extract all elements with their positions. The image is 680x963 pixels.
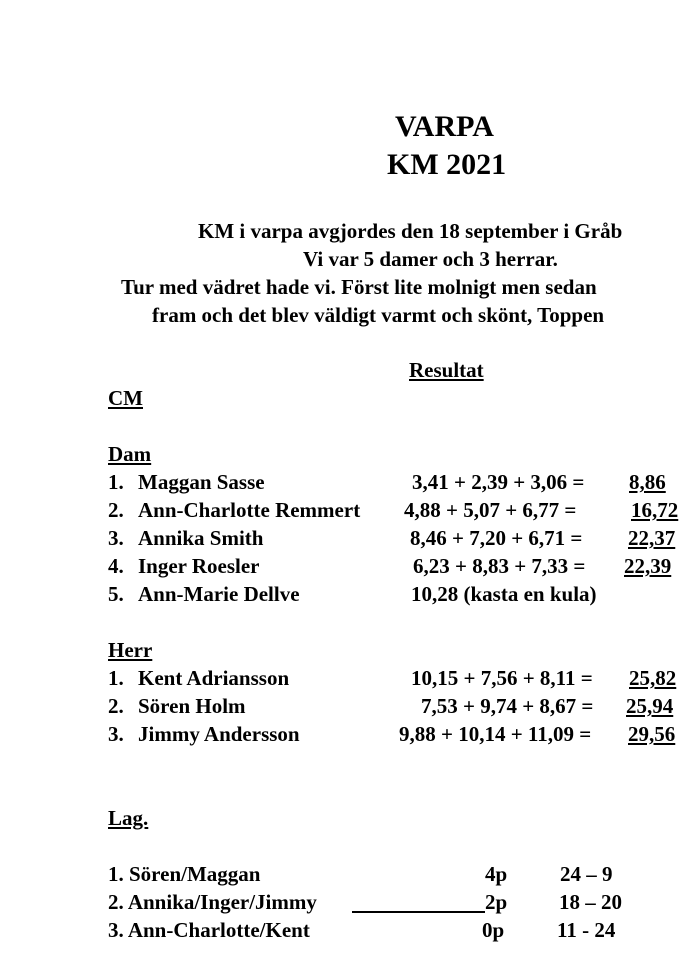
dam-calc: 4,88 + 5,07 + 6,77 =	[404, 498, 577, 522]
herr-heading: Herr	[108, 638, 153, 662]
dam-rank: 2.	[108, 498, 124, 522]
dam-calc: 10,28 (kasta en kula)	[411, 582, 597, 606]
dam-rank: 1.	[108, 470, 124, 494]
dam-name: Annika Smith	[138, 526, 264, 550]
herr-rank: 1.	[108, 666, 124, 690]
intro-line-3: Tur med vädret hade vi. Först lite molnigt men sedan	[121, 275, 597, 299]
cm-heading: CM	[108, 386, 143, 410]
herr-name: Kent Adriansson	[138, 666, 290, 690]
herr-name: Jimmy Andersson	[138, 722, 300, 746]
herr-rank: 3.	[108, 722, 124, 746]
dam-total: 22,37	[628, 526, 676, 550]
herr-rank: 2.	[108, 694, 124, 718]
herr-calc: 10,15 + 7,56 + 8,11 =	[411, 666, 593, 690]
lag-score: 11 - 24	[557, 918, 616, 942]
dam-calc: 8,46 + 7,20 + 6,71 =	[410, 526, 583, 550]
fill-line	[352, 893, 485, 913]
dam-name: Inger Roesler	[138, 554, 260, 578]
herr-name: Sören Holm	[138, 694, 246, 718]
herr-calc: 9,88 + 10,14 + 11,09 =	[399, 722, 592, 746]
page-title: VARPA	[395, 110, 494, 143]
results-heading: Resultat	[409, 358, 484, 382]
dam-name: Ann-Charlotte Remmert	[138, 498, 361, 522]
lag-team: 3. Ann-Charlotte/Kent	[108, 918, 310, 942]
lag-score: 24 – 9	[560, 862, 613, 886]
dam-rank: 4.	[108, 554, 124, 578]
dam-name: Maggan Sasse	[138, 470, 265, 494]
dam-total: 8,86	[629, 470, 666, 494]
intro-line-4: fram och det blev väldigt varmt och skönt, Toppen	[152, 303, 605, 327]
lag-points: 0p	[482, 918, 505, 942]
lag-team: 1. Sören/Maggan	[108, 862, 261, 886]
intro-line-2: Vi var 5 damer och 3 herrar.	[303, 247, 558, 271]
dam-rank: 3.	[108, 526, 124, 550]
dam-rank: 5.	[108, 582, 124, 606]
lag-heading: Lag.	[108, 806, 149, 830]
page-subtitle: KM 2021	[387, 148, 507, 181]
lag-points: 2p	[485, 890, 508, 914]
dam-heading: Dam	[108, 442, 152, 466]
intro-line-1: KM i varpa avgjordes den 18 september i Gråb	[198, 219, 623, 243]
lag-score: 18 – 20	[559, 890, 622, 914]
dam-calc: 6,23 + 8,83 + 7,33 =	[413, 554, 586, 578]
dam-total: 22,39	[624, 554, 672, 578]
dam-calc: 3,41 + 2,39 + 3,06 =	[412, 470, 585, 494]
herr-total: 25,94	[626, 694, 674, 718]
herr-calc: 7,53 + 9,74 + 8,67 =	[421, 694, 594, 718]
dam-total: 16,72	[631, 498, 679, 522]
lag-points: 4p	[485, 862, 508, 886]
lag-team: 2. Annika/Inger/Jimmy	[108, 890, 317, 914]
herr-total: 25,82	[629, 666, 677, 690]
dam-name: Ann-Marie Dellve	[138, 582, 300, 606]
herr-total: 29,56	[628, 722, 676, 746]
